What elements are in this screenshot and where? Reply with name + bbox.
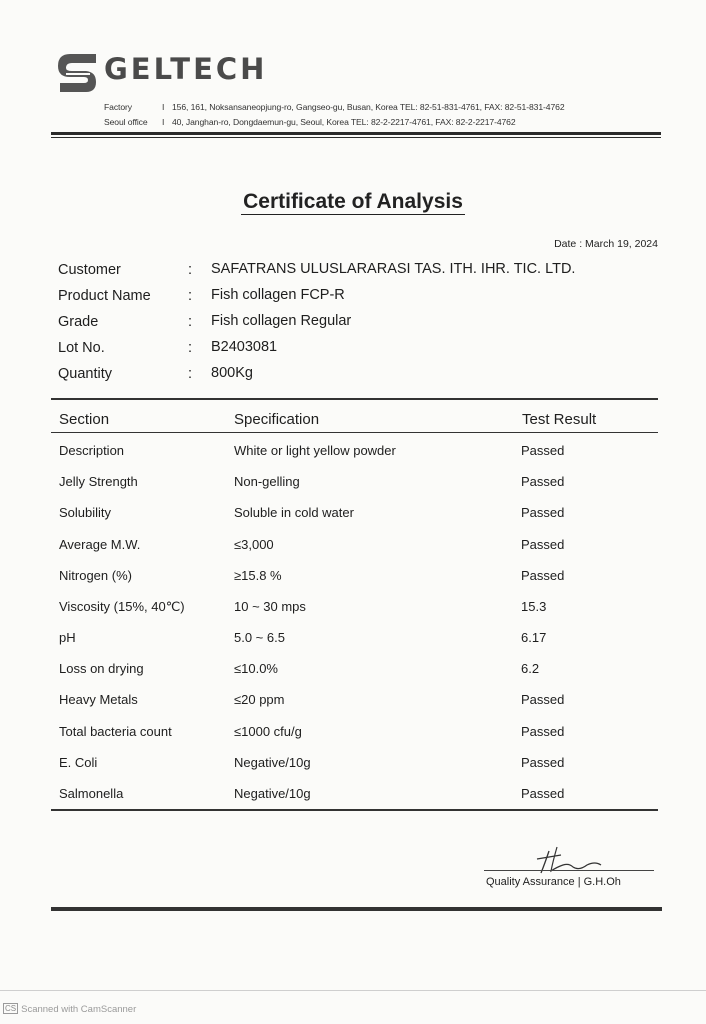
cell-specification: ≥15.8 % bbox=[234, 567, 282, 583]
cell-specification: Non-gelling bbox=[234, 474, 300, 490]
table-row bbox=[51, 714, 658, 745]
info-key: Product Name bbox=[58, 288, 151, 304]
cell-section: Average M.W. bbox=[59, 536, 141, 552]
cell-specification: Soluble in cold water bbox=[234, 505, 354, 521]
table-bottom-rule bbox=[51, 809, 658, 811]
table-row bbox=[51, 464, 658, 495]
info-value: Fish collagen Regular bbox=[211, 313, 352, 329]
scan-edge-line bbox=[0, 990, 706, 991]
cell-section: Jelly Strength bbox=[59, 474, 138, 490]
cell-specification: 10 ~ 30 mps bbox=[234, 598, 306, 614]
cell-specification: Negative/10g bbox=[234, 786, 311, 802]
cell-test-result: Passed bbox=[521, 536, 565, 552]
header-rule-thin bbox=[51, 137, 661, 138]
info-row-product-name bbox=[58, 284, 658, 310]
info-colon: : bbox=[188, 314, 193, 330]
info-key: Grade bbox=[58, 314, 99, 330]
info-value: Fish collagen FCP-R bbox=[211, 287, 345, 303]
cell-section: E. Coli bbox=[59, 754, 98, 770]
table-row bbox=[51, 745, 658, 776]
table-row bbox=[51, 620, 658, 651]
cell-specification: 5.0 ~ 6.5 bbox=[234, 630, 285, 646]
cell-specification: ≤10.0% bbox=[234, 661, 278, 677]
cell-test-result: Passed bbox=[521, 786, 565, 802]
document-title-wrap bbox=[0, 190, 706, 214]
cell-test-result: Passed bbox=[521, 505, 565, 521]
document-title: Certificate of Analysis bbox=[243, 190, 463, 213]
cell-test-result: 6.17 bbox=[521, 630, 547, 646]
cell-specification: ≤1000 cfu/g bbox=[234, 723, 302, 739]
cell-test-result: Passed bbox=[521, 723, 565, 739]
table-header bbox=[51, 400, 658, 432]
info-key: Quantity bbox=[58, 366, 112, 382]
cell-section: pH bbox=[59, 630, 76, 646]
camscanner-text: Scanned with CamScanner bbox=[21, 1004, 137, 1015]
info-row-customer bbox=[58, 258, 658, 284]
info-colon: : bbox=[188, 262, 193, 278]
cell-section: Heavy Metals bbox=[59, 692, 138, 708]
address-separator: I bbox=[162, 117, 165, 127]
camscanner-icon: CS bbox=[5, 1004, 17, 1013]
header-section: Section bbox=[59, 410, 110, 428]
cell-specification: ≤3,000 bbox=[234, 536, 274, 552]
table-row bbox=[51, 527, 658, 558]
seoul-label: Seoul office bbox=[104, 117, 148, 127]
table-row bbox=[51, 495, 658, 526]
info-key: Customer bbox=[58, 262, 121, 278]
analysis-table bbox=[51, 398, 658, 811]
table-row bbox=[51, 589, 658, 620]
info-key: Lot No. bbox=[58, 340, 105, 356]
header-rule bbox=[51, 132, 661, 135]
info-value: B2403081 bbox=[211, 339, 278, 355]
cell-specification: White or light yellow powder bbox=[234, 442, 396, 458]
address-separator: I bbox=[162, 102, 165, 112]
camscanner-watermark bbox=[3, 1003, 136, 1015]
factory-label: Factory bbox=[104, 102, 132, 112]
table-row bbox=[51, 682, 658, 713]
geltech-logo-icon bbox=[56, 50, 100, 96]
header-specification: Specification bbox=[234, 410, 320, 428]
seoul-address: 40, Janghan-ro, Dongdaemun-gu, Seoul, Korea TEL: 82-2-2217-4761, FAX: 82-2-2217-4762 bbox=[172, 117, 516, 127]
factory-address-line bbox=[104, 102, 565, 112]
info-value: 800Kg bbox=[211, 365, 253, 381]
cell-section: Viscosity (15%, 40℃) bbox=[59, 598, 185, 614]
cell-specification: Negative/10g bbox=[234, 754, 311, 770]
factory-address: 156, 161, Noksansaneopjung-ro, Gangseo-gu, Busan, Korea TEL: 82-51-831-4761, FAX: 82-51-831-4762 bbox=[172, 102, 565, 112]
table-row bbox=[51, 433, 658, 464]
cell-test-result: Passed bbox=[521, 442, 565, 458]
header-test-result: Test Result bbox=[522, 410, 597, 428]
seoul-address-line bbox=[104, 117, 516, 127]
signature-icon bbox=[535, 845, 605, 877]
cell-section: Loss on drying bbox=[59, 661, 144, 677]
cell-test-result: Passed bbox=[521, 567, 565, 583]
cell-specification: ≤20 ppm bbox=[234, 692, 285, 708]
cell-test-result: Passed bbox=[521, 692, 565, 708]
signature-line bbox=[484, 870, 654, 871]
cell-section: Total bacteria count bbox=[59, 723, 172, 739]
brand-name: GELTECH bbox=[104, 52, 268, 86]
cell-test-result: 6.2 bbox=[521, 661, 540, 677]
table-row bbox=[51, 651, 658, 682]
issue-date: Date : March 19, 2024 bbox=[554, 238, 658, 250]
info-colon: : bbox=[188, 288, 193, 304]
info-colon: : bbox=[188, 340, 193, 356]
table-row bbox=[51, 776, 658, 807]
cell-section: Solubility bbox=[59, 505, 112, 521]
signature-caption: Quality Assurance | G.H.Oh bbox=[486, 876, 621, 888]
info-row-grade bbox=[58, 310, 658, 336]
info-block bbox=[58, 258, 658, 388]
cell-section: Nitrogen (%) bbox=[59, 567, 132, 583]
cell-test-result: Passed bbox=[521, 754, 565, 770]
info-value: SAFATRANS ULUSLARARASI TAS. ITH. IHR. TIC. LTD. bbox=[211, 261, 576, 277]
cell-section: Salmonella bbox=[59, 786, 124, 802]
info-row-quantity bbox=[58, 362, 658, 388]
cell-test-result: 15.3 bbox=[521, 598, 547, 614]
info-row-lot-no bbox=[58, 336, 658, 362]
footer-rule bbox=[51, 907, 662, 911]
table-row bbox=[51, 558, 658, 589]
info-colon: : bbox=[188, 366, 193, 382]
cell-section: Description bbox=[59, 442, 125, 458]
cell-test-result: Passed bbox=[521, 474, 565, 490]
